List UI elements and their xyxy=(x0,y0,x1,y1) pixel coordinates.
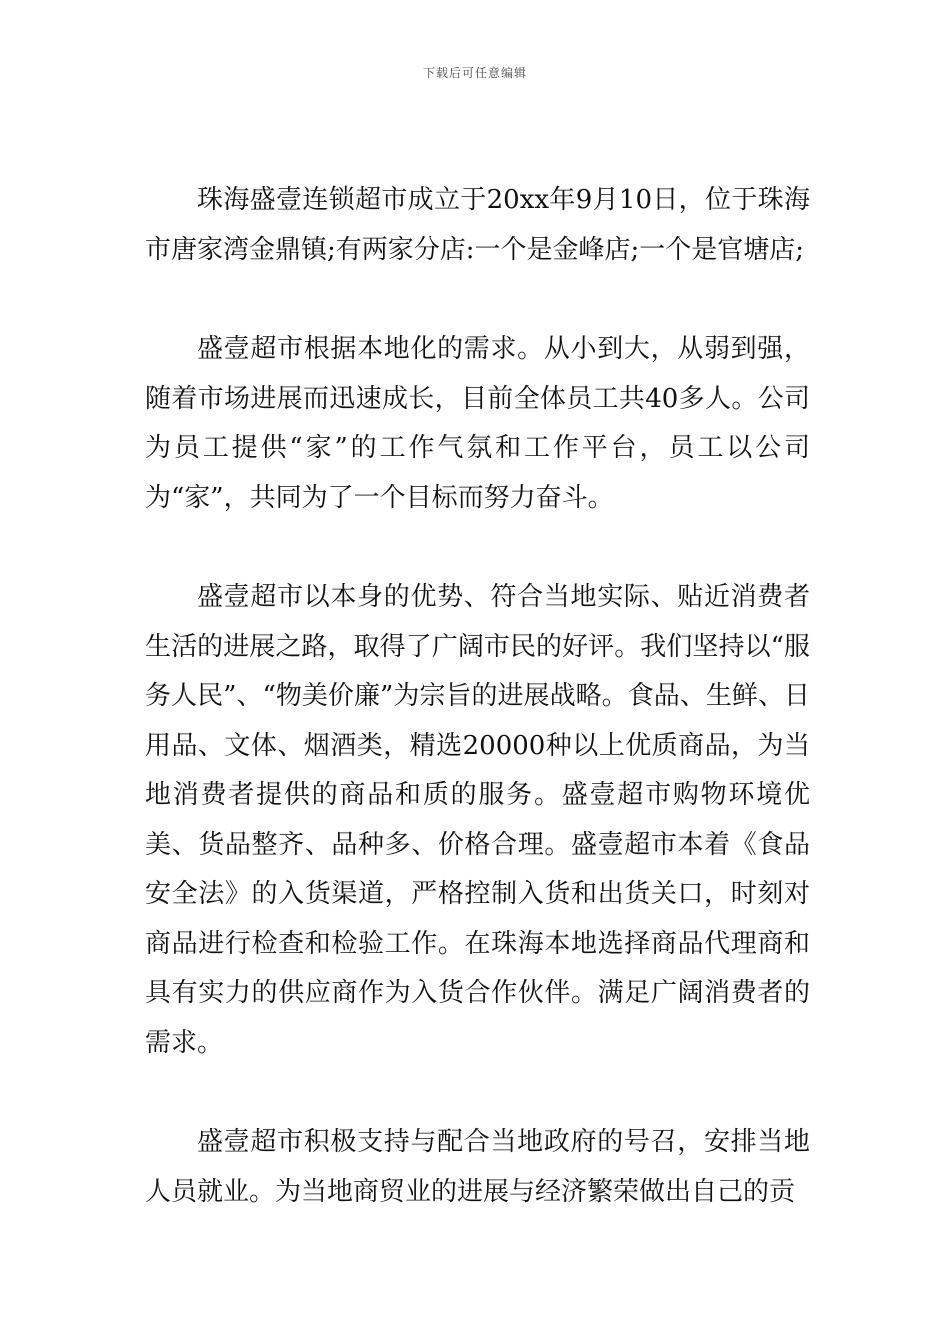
paragraph-1: 珠海盛壹连锁超市成立于20xx年9月10日，位于珠海市唐家湾金鼎镇;有两家分店:一个是金峰店;一个是官塘店; xyxy=(145,185,810,265)
paragraph-3: 盛壹超市以本身的优势、符合当地实际、贴近消费者生活的进展之路，取得了广阔市民的好评。我们坚持以“服务人民”、“物美价廉”为宗旨的进展战略。食品、生鲜、日用品、文体、烟酒类，精选20000种以上优质商品，为当地消费者提供的商品和质的服务。盛壹超市购物环境优美、货品整齐、品种多、价格合理。盛壹超市本着《食品安全法》的入货渠道，严格控制入货和出货关口，时刻对商品进行检查和检验工作。在珠海本地选择商品代理商和具有实力的供应商作为入货合作伙伴。满足广阔消费者的需求。 xyxy=(145,582,810,1058)
page-header: 下载后可任意编辑 xyxy=(422,66,527,80)
document-body xyxy=(145,176,810,1267)
paragraph-2: 盛壹超市根据本地化的需求。从小到大，从弱到强，随着市场进展而迅速成长，目前全体员工共40多人。公司为员工提供“家”的工作气氛和工作平台，员工以公司为“家”，共同为了一个目标而努力奋斗。 xyxy=(145,334,810,513)
paragraph-4: 盛壹超市积极支持与配合当地政府的号召，安排当地人员就业。为当地商贸业的进展与经济繁荣做出自己的贡 xyxy=(145,1127,810,1207)
